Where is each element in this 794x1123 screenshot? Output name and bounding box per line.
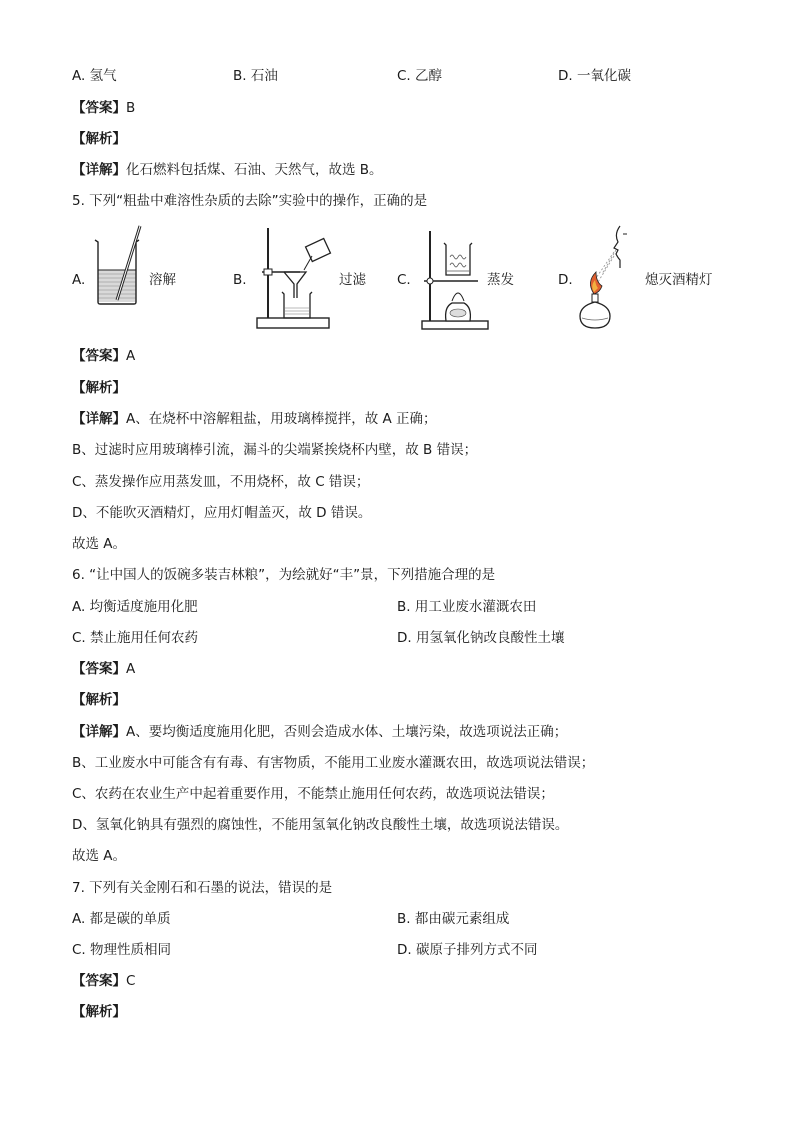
- q4-option-d: D. 一氧化碳: [558, 68, 631, 84]
- q6-option-b: B. 用工业废水灌溉农田: [397, 599, 537, 615]
- alcohol-lamp-figure: [574, 224, 644, 334]
- answer-tag: 【答案】: [72, 100, 126, 116]
- q6-detail-c: C、农药在农业生产中起着重要作用，不能禁止施用任何农药，故选项说法错误；: [72, 786, 554, 802]
- q5-option-a-caption: 溶解: [149, 272, 176, 288]
- q5-detail-d: D、不能吹灭酒精灯，应用灯帽盖灭，故 D 错误。: [72, 505, 372, 521]
- dissolving-figure: [92, 222, 152, 312]
- q6-answer: [72, 660, 135, 678]
- q4-option-b: B. 石油: [233, 68, 278, 84]
- filtration-figure: [254, 226, 336, 334]
- q7-answer: [72, 972, 135, 990]
- q6-option-d: D. 用氢氧化钠改良酸性土壤: [397, 630, 565, 646]
- answer-value: A: [126, 661, 136, 677]
- q5-analysis-tag: 【解析】: [72, 380, 126, 396]
- q6-option-a: A. 均衡适度施用化肥: [72, 599, 198, 615]
- q7-option-d: D. 碳原子排列方式不同: [397, 942, 538, 958]
- q7-option-b: B. 都由碳元素组成: [397, 911, 510, 927]
- evaporation-figure: [418, 229, 490, 331]
- q4-option-a: A. 氢气: [72, 68, 117, 84]
- q5-conclusion: 故选 A。: [72, 536, 127, 552]
- answer-value: B: [126, 100, 136, 116]
- q5-option-d-caption: 熄灭酒精灯: [645, 272, 713, 288]
- q6-conclusion: 故选 A。: [72, 848, 127, 864]
- answer-value: A: [126, 348, 136, 364]
- q5-detail-c: C、蒸发操作应用蒸发皿，不用烧杯，故 C 错误；: [72, 474, 370, 490]
- q4-detail: [72, 161, 383, 179]
- q6-detail-d: D、氢氧化钠具有强烈的腐蚀性，不能用氢氧化钠改良酸性土壤，故选项说法错误。: [72, 817, 569, 833]
- q4-answer: [72, 99, 135, 117]
- q7-option-a: A. 都是碳的单质: [72, 911, 171, 927]
- q5-option-a-letter: A.: [72, 272, 86, 288]
- detail-tag: 【详解】: [72, 724, 126, 740]
- q7-option-c: C. 物理性质相同: [72, 942, 172, 958]
- detail-tag: 【详解】: [72, 411, 126, 427]
- q5-answer: [72, 347, 135, 365]
- q7-analysis-tag: 【解析】: [72, 1004, 126, 1020]
- q6-analysis-tag: 【解析】: [72, 692, 126, 708]
- q5-question: 5. 下列“粗盐中难溶性杂质的去除”实验中的操作，正确的是: [72, 193, 428, 209]
- q4-analysis-tag: 【解析】: [72, 131, 126, 147]
- detail-text: 化石燃料包括煤、石油、天然气，故选 B。: [126, 162, 383, 178]
- q6-option-c: C. 禁止施用任何农药: [72, 630, 199, 646]
- q6-question: 6. “让中国人的饭碗多装吉林粮”，为绘就好“丰”景，下列措施合理的是: [72, 567, 496, 583]
- detail-text: A、要均衡适度施用化肥，否则会造成水体、土壤污染，故选项说法正确；: [126, 724, 568, 740]
- detail-tag: 【详解】: [72, 162, 126, 178]
- q5-option-c-letter: C.: [397, 272, 411, 288]
- answer-tag: 【答案】: [72, 973, 126, 989]
- detail-text: A、在烧杯中溶解粗盐，用玻璃棒搅拌，故 A 正确；: [126, 411, 437, 427]
- q5-detail-a: [72, 410, 437, 428]
- q4-option-c: C. 乙醇: [397, 68, 443, 84]
- q5-option-b-letter: B.: [233, 272, 247, 288]
- answer-value: C: [126, 973, 136, 989]
- q5-detail-b: B、过滤时应用玻璃棒引流，漏斗的尖端紧挨烧杯内壁，故 B 错误；: [72, 442, 478, 458]
- q5-option-b-caption: 过滤: [339, 272, 366, 288]
- q7-question: 7. 下列有关金刚石和石墨的说法，错误的是: [72, 880, 333, 896]
- q5-option-d-letter: D.: [558, 272, 573, 288]
- q5-option-c-caption: 蒸发: [487, 272, 514, 288]
- answer-tag: 【答案】: [72, 661, 126, 677]
- q6-detail-b: B、工业废水中可能含有有毒、有害物质，不能用工业废水灌溉农田，故选项说法错误；: [72, 755, 595, 771]
- answer-tag: 【答案】: [72, 348, 126, 364]
- q6-detail-a: [72, 723, 567, 741]
